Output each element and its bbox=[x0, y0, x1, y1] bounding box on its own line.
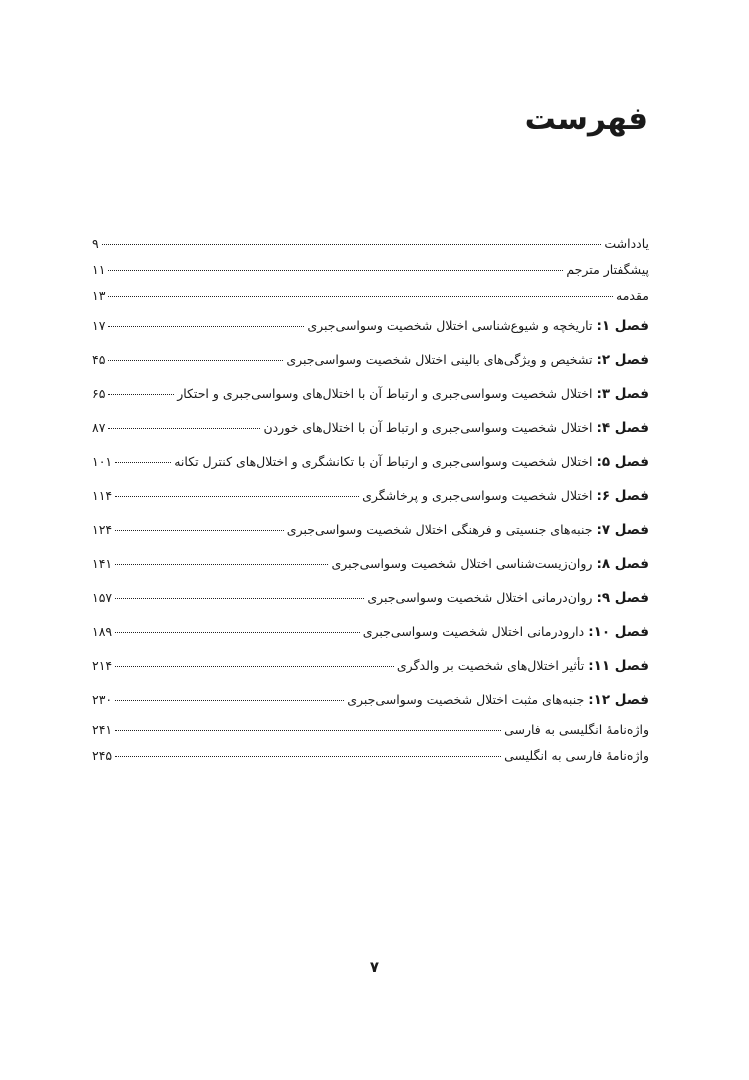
toc-entry-label bbox=[177, 377, 649, 411]
toc-entry-glossary-en-fa[interactable] bbox=[92, 717, 649, 743]
toc-page-number: ۲۴۱ bbox=[92, 722, 113, 737]
dot-leader bbox=[108, 360, 283, 361]
toc-entry-title: اختلال شخصیت وسواسی‌جبری و ارتباط آن با تکانشگری و اختلال‌های کنترل تکانه bbox=[174, 454, 593, 469]
dot-leader bbox=[108, 270, 563, 271]
toc-entry-title: اختلال شخصیت وسواسی‌جبری و ارتباط آن با اختلال‌های وسواسی‌جبری و احتکار bbox=[177, 386, 593, 401]
chapter-prefix: فصل ۱۱: bbox=[588, 658, 649, 674]
dot-leader bbox=[115, 666, 394, 667]
toc-entry-title: تاریخچه و شیوع‌شناسی اختلال شخصیت وسواسی‌جبری bbox=[307, 318, 593, 333]
toc-entry-chapter-8[interactable] bbox=[92, 547, 649, 581]
toc-entry-label bbox=[286, 343, 649, 377]
toc-page-number: ۸۷ bbox=[92, 420, 106, 435]
toc-entry-label bbox=[363, 615, 649, 649]
toc-entry-chapter-2[interactable] bbox=[92, 343, 649, 377]
chapter-prefix: فصل ۱۲: bbox=[588, 692, 649, 708]
toc-page-number: ۲۱۴ bbox=[92, 658, 113, 673]
toc-entry-title: تأثیر اختلال‌های شخصیت بر والدگری bbox=[396, 658, 585, 673]
toc-entry-label bbox=[397, 649, 649, 683]
toc-entry-label bbox=[367, 581, 649, 615]
toc-entry-title: واژه‌نامهٔ فارسی به انگلیسی bbox=[504, 748, 649, 763]
page-title: فهرست bbox=[524, 101, 648, 137]
toc-entry-chapter-3[interactable] bbox=[92, 377, 649, 411]
toc-entry-label bbox=[263, 411, 649, 445]
dot-leader bbox=[115, 496, 359, 497]
chapter-prefix: فصل ۱: bbox=[596, 318, 649, 334]
toc-entry-label bbox=[362, 479, 649, 513]
toc-entry-title: مقدمه bbox=[616, 288, 649, 303]
toc-entry-introduction[interactable] bbox=[92, 283, 649, 309]
dot-leader bbox=[108, 296, 613, 297]
chapter-prefix: فصل ۷: bbox=[596, 522, 649, 538]
toc-entry-chapter-4[interactable] bbox=[92, 411, 649, 445]
toc-entry-title: تشخیص و ویژگی‌های بالینی اختلال شخصیت وسواسی‌جبری bbox=[286, 352, 593, 367]
dot-leader bbox=[115, 462, 171, 463]
toc-entry-title: یادداشت bbox=[604, 236, 649, 251]
toc-entry-title: روان‌درمانی اختلال شخصیت وسواسی‌جبری bbox=[367, 590, 593, 605]
toc-entry-glossary-fa-en[interactable] bbox=[92, 743, 649, 769]
dot-leader bbox=[115, 730, 501, 731]
toc-entry-label bbox=[287, 513, 649, 547]
toc-entry-chapter-1[interactable] bbox=[92, 309, 649, 343]
dot-leader bbox=[115, 598, 364, 599]
toc-entry-chapter-7[interactable] bbox=[92, 513, 649, 547]
dot-leader bbox=[115, 700, 344, 701]
toc-entry-chapter-6[interactable] bbox=[92, 479, 649, 513]
dot-leader bbox=[108, 326, 304, 327]
dot-leader bbox=[115, 632, 360, 633]
toc-page-number: ۱۳ bbox=[92, 288, 106, 303]
toc-entry-label bbox=[616, 283, 649, 309]
page-number: ۷ bbox=[369, 958, 380, 976]
toc-page-number: ۱۱۴ bbox=[92, 488, 113, 503]
toc-entry-label bbox=[347, 683, 649, 717]
toc-entry-title: اختلال شخصیت وسواسی‌جبری و پرخاشگری bbox=[362, 488, 593, 503]
toc-page-number: ۴۵ bbox=[92, 352, 106, 367]
toc-page-number: ۱۰۱ bbox=[92, 454, 113, 469]
toc-page-number: ۶۵ bbox=[92, 386, 106, 401]
toc-entry-label bbox=[604, 231, 649, 257]
toc-entry-title: جنبه‌های جنسیتی و فرهنگی اختلال شخصیت وسواسی‌جبری bbox=[286, 522, 593, 537]
toc-page-number: ۱۱ bbox=[92, 262, 106, 277]
toc-entry-label bbox=[174, 445, 649, 479]
toc-page-number: ۱۴۱ bbox=[92, 556, 113, 571]
chapter-prefix: فصل ۶: bbox=[596, 488, 649, 504]
toc-page-number: ۹ bbox=[92, 236, 99, 251]
dot-leader bbox=[115, 756, 501, 757]
chapter-prefix: فصل ۴: bbox=[596, 420, 649, 436]
toc-page-number: ۱۷ bbox=[92, 318, 106, 333]
toc-entry-label bbox=[504, 717, 649, 743]
toc-entry-chapter-5[interactable] bbox=[92, 445, 649, 479]
toc-entry-label bbox=[504, 743, 649, 769]
toc-entry-chapter-10[interactable] bbox=[92, 615, 649, 649]
table-of-contents bbox=[92, 231, 649, 769]
toc-entry-title: اختلال شخصیت وسواسی‌جبری و ارتباط آن با اختلال‌های خوردن bbox=[263, 420, 593, 435]
dot-leader bbox=[102, 244, 602, 245]
toc-entry-chapter-12[interactable] bbox=[92, 683, 649, 717]
dot-leader bbox=[115, 564, 328, 565]
chapter-prefix: فصل ۳: bbox=[596, 386, 649, 402]
dot-leader bbox=[115, 530, 284, 531]
toc-page-number: ۱۸۹ bbox=[92, 624, 113, 639]
dot-leader bbox=[108, 394, 174, 395]
toc-entry-label bbox=[307, 309, 649, 343]
toc-entry-chapter-9[interactable] bbox=[92, 581, 649, 615]
chapter-prefix: فصل ۹: bbox=[596, 590, 649, 606]
toc-entry-title: روان‌زیست‌شناسی اختلال شخصیت وسواسی‌جبری bbox=[331, 556, 593, 571]
toc-entry-title: جنبه‌های مثبت اختلال شخصیت وسواسی‌جبری bbox=[347, 692, 585, 707]
toc-page-number: ۱۵۷ bbox=[92, 590, 113, 605]
toc-entry-label bbox=[331, 547, 649, 581]
dot-leader bbox=[108, 428, 260, 429]
toc-entry-translator-preface[interactable] bbox=[92, 257, 649, 283]
toc-page-number: ۲۴۵ bbox=[92, 748, 113, 763]
toc-page-number: ۱۲۴ bbox=[92, 522, 113, 537]
chapter-prefix: فصل ۲: bbox=[596, 352, 649, 368]
toc-entry-title: پیشگفتار مترجم bbox=[566, 262, 649, 277]
toc-entry-title: دارودرمانی اختلال شخصیت وسواسی‌جبری bbox=[362, 624, 585, 639]
toc-entry-chapter-11[interactable] bbox=[92, 649, 649, 683]
chapter-prefix: فصل ۸: bbox=[596, 556, 649, 572]
toc-page-number: ۲۳۰ bbox=[92, 692, 113, 707]
chapter-prefix: فصل ۵: bbox=[596, 454, 649, 470]
toc-entry-label bbox=[566, 257, 649, 283]
chapter-prefix: فصل ۱۰: bbox=[588, 624, 649, 640]
toc-entry-notes[interactable] bbox=[92, 231, 649, 257]
toc-entry-title: واژه‌نامهٔ انگلیسی به فارسی bbox=[504, 722, 649, 737]
